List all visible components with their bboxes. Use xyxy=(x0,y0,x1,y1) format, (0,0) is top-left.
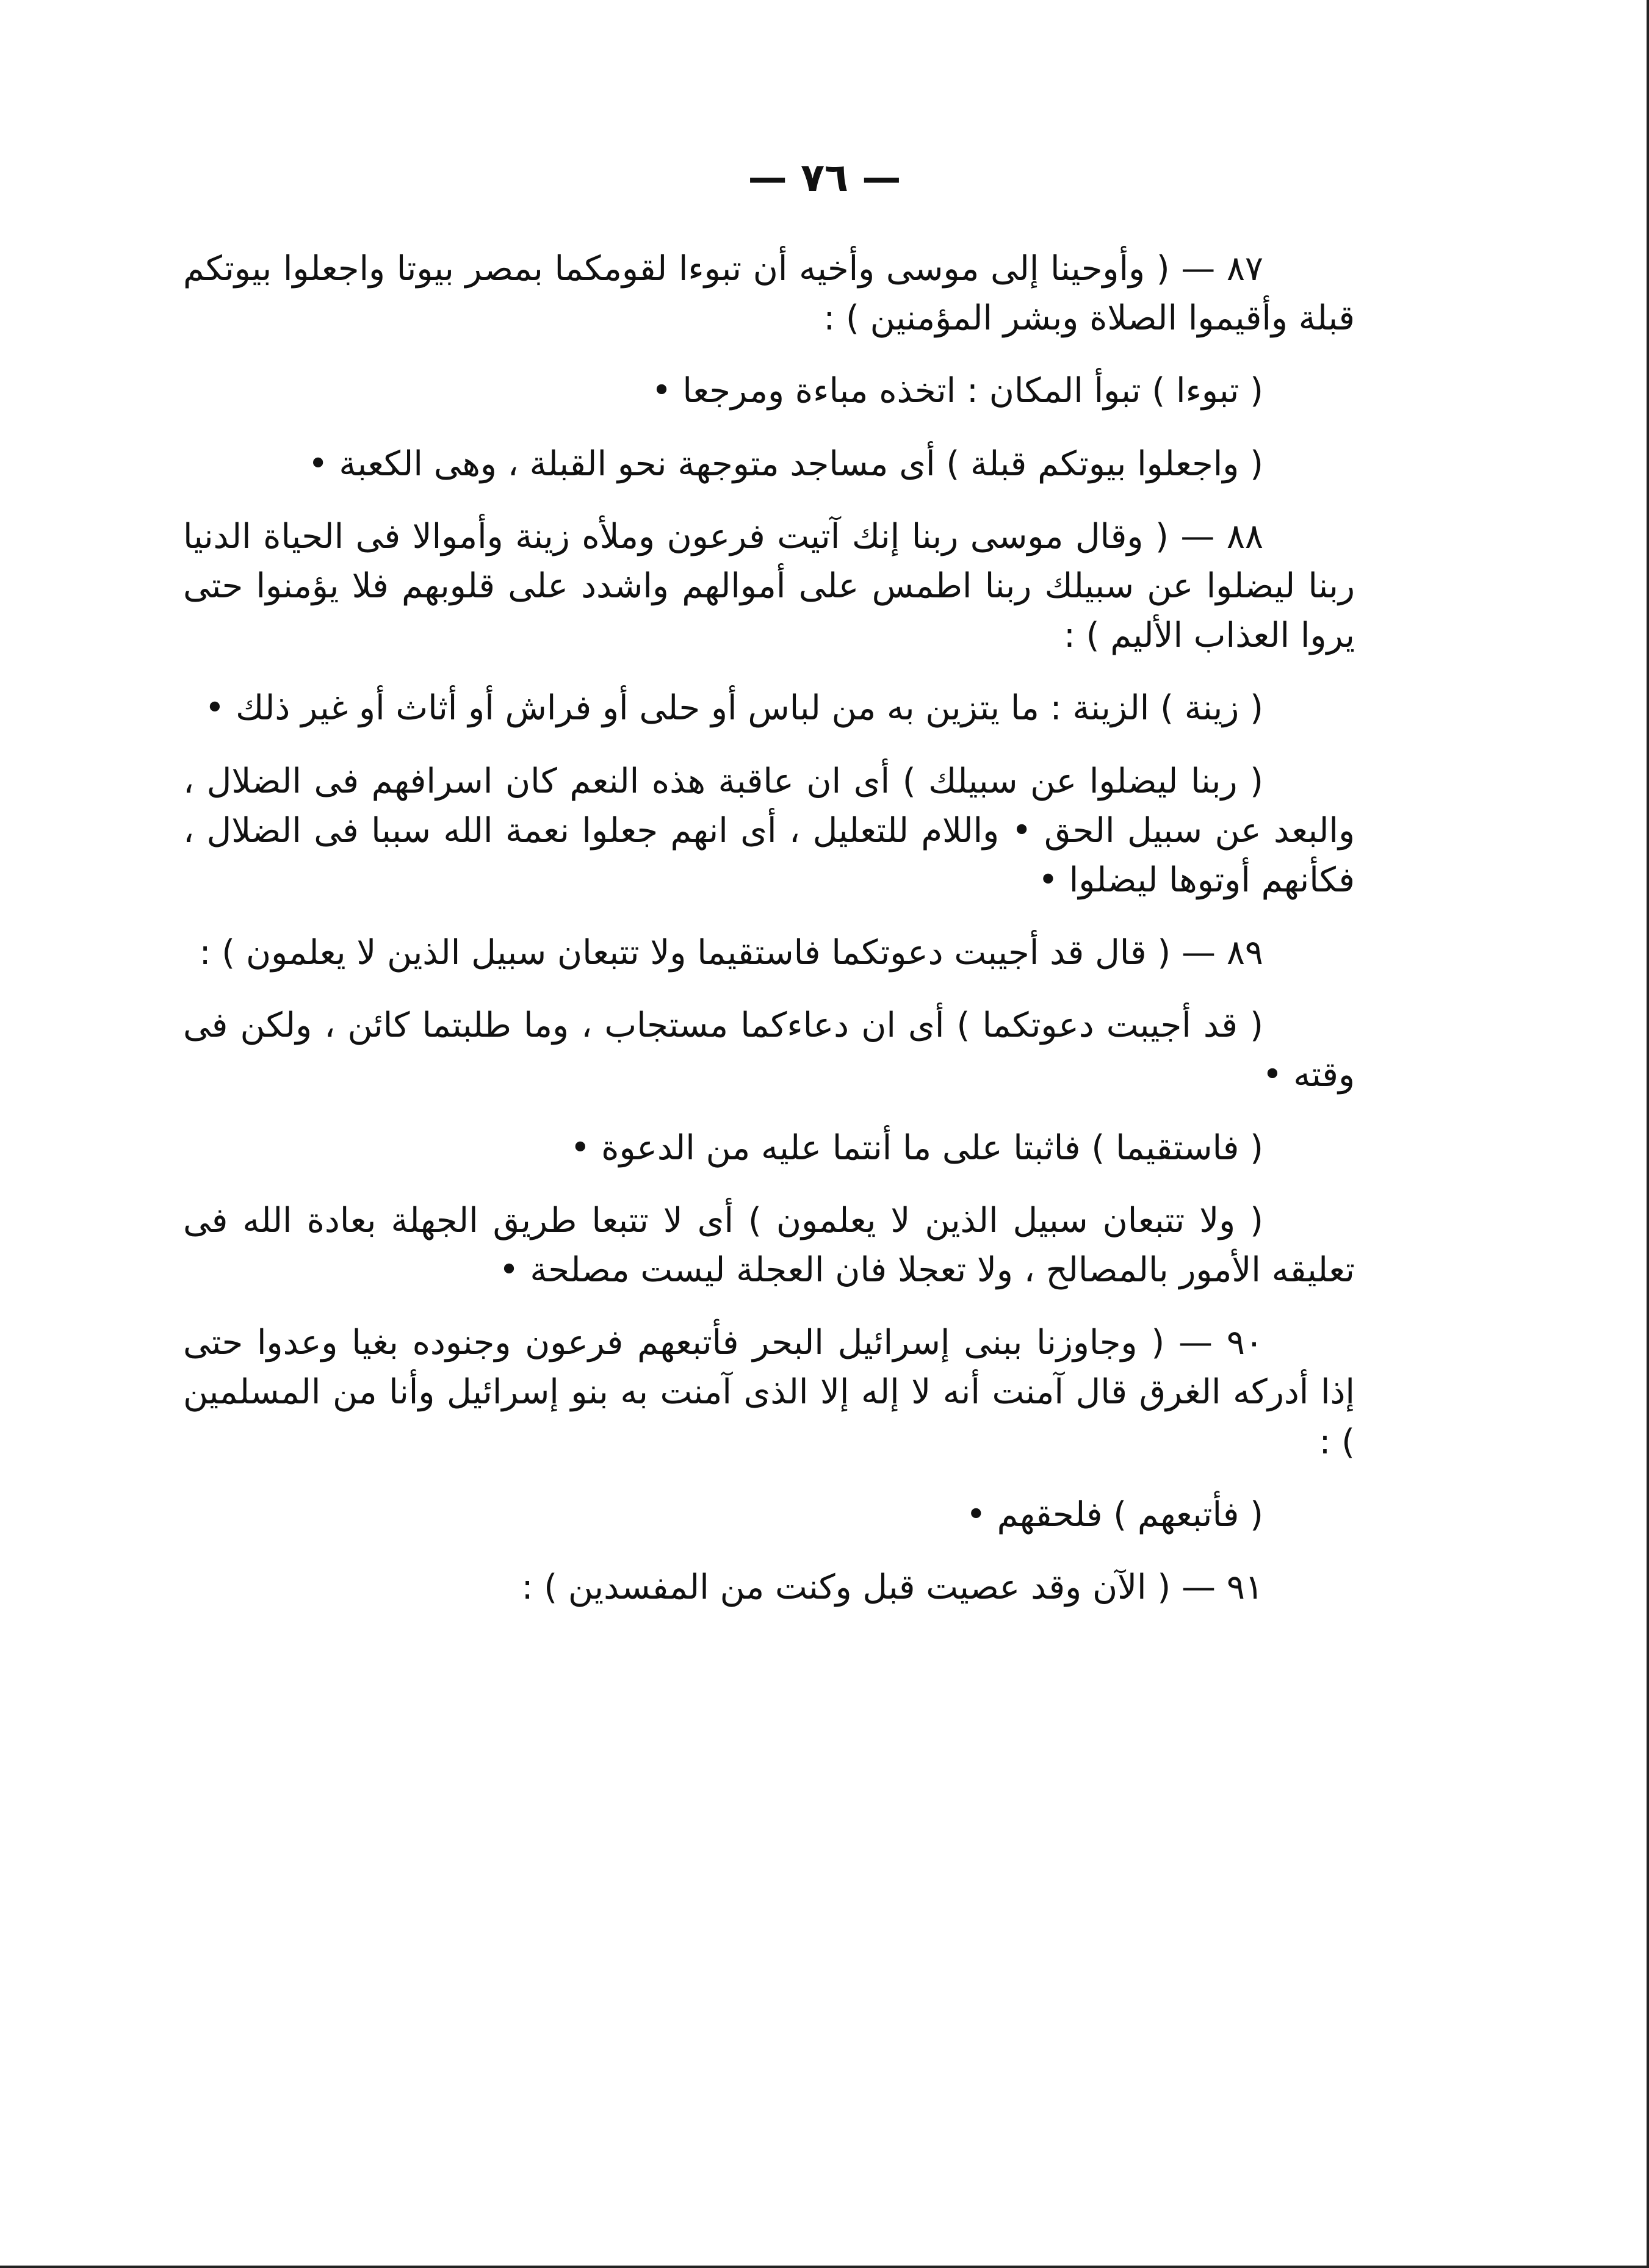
commentary-paragraph: ( واجعلوا بيوتكم قبلة ) أى مساجد متوجهة نحو القبلة ، وهى الكعبة • xyxy=(308,444,1263,484)
commentary-paragraph: ( تبوءا ) تبوأ المكان : اتخذه مباءة ومرجعا • xyxy=(651,371,1263,411)
page-number: — ٧٦ — xyxy=(748,156,901,201)
commentary-paragraph: ( ولا تتبعان سبيل الذين لا يعلمون ) أى لا تتبعا طريق الجهلة بعادة الله فى تعليقه الأمور بالمصالح ، ولا تعجلا فان العجلة ليست مصلحة • xyxy=(183,1200,1355,1290)
page-body xyxy=(183,244,1355,1635)
commentary-paragraph: ( قد أجيبت دعوتكما ) أى ان دعاءكما مستجاب ، وما طلبتما كائن ، ولكن فى وقته • xyxy=(183,1006,1355,1095)
commentary-paragraph: ( فاستقيما ) فاثبتا على ما أنتما عليه من الدعوة • xyxy=(570,1128,1263,1168)
verse-89: ٨٩ — ( قال قد أجيبت دعوتكما فاستقيما ولا تتبعان سبيل الذين لا يعلمون ) : xyxy=(199,933,1263,973)
page-edge-right xyxy=(1647,0,1649,2268)
verse-88: ٨٨ — ( وقال موسى ربنا إنك آتيت فرعون وملأه زينة وأموالا فى الحياة الدنيا ربنا ليضلوا عن سبيلك ربنا اطمس على أموالهم واشدد على قلوبهم فلا يؤمنوا حتى يروا العذاب الأليم ) : xyxy=(183,516,1355,656)
commentary-paragraph: ( فأتبعهم ) فلحقهم • xyxy=(965,1494,1263,1535)
verse-87: ٨٧ — ( وأوحينا إلى موسى وأخيه أن تبوءا لقومكما بمصر بيوتا واجعلوا بيوتكم قبلة وأقيموا الصلاة وبشر المؤمنين ) : xyxy=(183,249,1355,339)
page-edge-bottom xyxy=(0,2266,1649,2268)
verse-90: ٩٠ — ( وجاوزنا ببنى إسرائيل البحر فأتبعهم فرعون وجنوده بغيا وعدوا حتى إذا أدركه الغرق قال آمنت أنه لا إله إلا الذى آمنت به بنو إسرائيل وأنا من المسلمين ) : xyxy=(183,1323,1355,1462)
commentary-paragraph: ( ربنا ليضلوا عن سبيلك ) أى ان عاقبة هذه النعم كان اسرافهم فى الضلال ، والبعد عن سبيل الحق • واللام للتعليل ، أى انهم جعلوا نعمة الله سببا فى الضلال ، فكأنهم أوتوها ليضلوا • xyxy=(183,761,1355,900)
commentary-paragraph: ( زينة ) الزينة : ما يتزين به من لباس أو حلى أو فراش أو أثاث أو غير ذلك • xyxy=(204,688,1263,729)
verse-91: ٩١ — ( الآن وقد عصيت قبل وكنت من المفسدين ) : xyxy=(521,1567,1263,1607)
